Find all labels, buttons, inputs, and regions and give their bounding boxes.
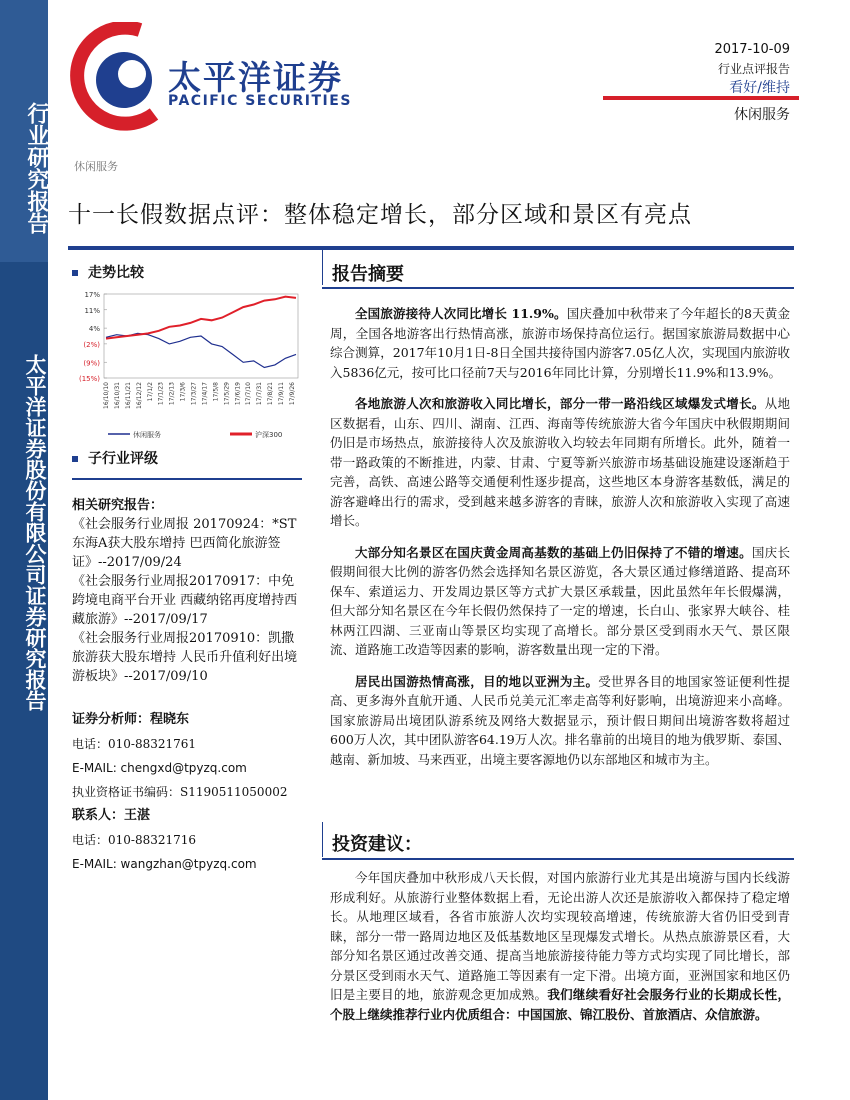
- advice-rule: [322, 858, 794, 860]
- x-tick-label: 17/3/6: [179, 382, 187, 402]
- category-label: 休闲服务: [74, 160, 118, 173]
- contact-phone: 电话：010-88321716: [72, 833, 197, 847]
- advice-divider: [322, 822, 323, 857]
- x-tick-label: 17/5/29: [223, 382, 231, 406]
- x-tick-label: 17/9/26: [289, 382, 296, 406]
- report-date: 2017-10-09: [714, 42, 790, 57]
- analyst-name: 证券分析师：程晓东: [72, 712, 190, 727]
- summary-p3-bold: 大部分知名景区在国庆黄金周高基数的基础上仍旧保持了不错的增速。: [355, 544, 752, 560]
- square-bullet-icon: [72, 456, 78, 462]
- summary-p2-text: 从地区数据看，山东、四川、湖南、江西、海南等传统旅游大省今年国庆中秋假期期间仍旧是市场热点，旅游接待人次及旅游收入均较去年同期有所增长。此外，随着一带一路政策的不断推进，内蒙、甘肃、宁夏等新兴旅游市场基础设施建设逐渐趋于完善，高铁、高速公路等交通便利性逐步提高，这些地区本身游客基数低，满足的游客避峰出行的需求，受到越来越多游客的青睐，旅游人次和旅游收入实现了高速增长。: [330, 396, 790, 528]
- x-tick-label: 17/2/13: [168, 382, 176, 406]
- advice-heading: 投资建议：: [332, 834, 422, 855]
- sub-rating-heading-text: 子行业评级: [88, 451, 158, 467]
- x-tick-label: 16/10/31: [113, 382, 121, 409]
- x-tick-label: 17/3/27: [190, 382, 198, 406]
- x-tick-label: 16/10/10: [103, 382, 110, 409]
- summary-body: [330, 304, 790, 781]
- summary-p1-text: 国庆叠加中秋带来了今年超长的8天黄金周，全国各地游客出行热情高涨，旅游市场保持高位运行。据国家旅游局数据中心综合测算，2017年10月1日-8日全国共接待国内游客7.05亿人次，实现国内旅游收入5836亿元，按可比口径前7天与2016年同比计算，分别增长11.9%和13.9%。: [330, 306, 790, 380]
- contact-name: 联系人：王湛: [72, 808, 151, 823]
- sub-rating-heading: [72, 448, 158, 468]
- summary-divider: [322, 250, 323, 285]
- legend-label: 休闲服务: [133, 431, 161, 439]
- summary-p4-text: 受世界各目的地国家签证便利性提高、更多海外直航开通、人民币兑美元汇率走高等利好影响，出境游迎来小高峰。国家旅游局出境团队游系统及网络大数据显示，预计假日期间出境游客数将超过600万人次，其中团队游客64.19万人次。排名靠前的出境目的地为俄罗斯、泰国、越南、新加坡、马来西亚，出境主要客源地仍以东部地区和城市为主。: [330, 673, 790, 767]
- square-bullet-icon: [72, 270, 78, 276]
- summary-p4-bold: 居民出国游热情高涨，目的地以亚洲为主。: [355, 673, 599, 689]
- page-title: 十一长假数据点评：整体稳定增长，部分区域和景区有亮点: [68, 202, 692, 228]
- summary-paragraph-1: [330, 304, 790, 382]
- summary-rule: [322, 287, 794, 289]
- analyst-email[interactable]: E-MAIL: chengxd@tpyzq.com: [72, 761, 247, 775]
- company-name-en: PACIFIC SECURITIES: [168, 93, 352, 109]
- rating-label: 看好/维持: [729, 80, 790, 96]
- industry-label: 休闲服务: [734, 107, 790, 123]
- related-reports: [72, 496, 302, 686]
- x-tick-label: 17/4/17: [201, 382, 209, 406]
- x-tick-label: 16/11/21: [124, 382, 132, 409]
- summary-paragraph-2: [330, 394, 790, 531]
- y-tick-label: (9%): [83, 359, 100, 368]
- advice-bold: 我们继续看好社会服务行业的长期成长性，个股上继续推荐行业内优质组合：中国国旅、锦江股份、首旅酒店、众信旅游。: [330, 987, 790, 1022]
- summary-heading: 报告摘要: [332, 264, 404, 285]
- title-rule: [68, 246, 794, 250]
- summary-p2-bold: 各地旅游人次和旅游收入同比增长，部分一带一路沿线区域爆发式增长。: [355, 396, 765, 411]
- y-tick-label: (2%): [83, 340, 100, 349]
- x-tick-label: 17/7/10: [245, 382, 253, 406]
- related-heading: 相关研究报告：: [72, 498, 164, 513]
- header-red-rule: [603, 96, 799, 100]
- analyst-block: [72, 708, 302, 876]
- summary-paragraph-4: [330, 672, 790, 770]
- company-logo-icon: [70, 22, 166, 132]
- x-tick-label: 17/6/19: [234, 382, 242, 406]
- summary-p1-bold: 全国旅游接待人次同比增长 11.9%。: [355, 306, 567, 321]
- related-report-3[interactable]: 《社会服务行业周报20170910：凯撒旅游获大股东增持 人民币升值利好出境游板块》--2017/09/10: [72, 631, 298, 684]
- contact-email[interactable]: E-MAIL: wangzhan@tpyzq.com: [72, 857, 257, 871]
- x-tick-label: 17/9/11: [278, 382, 286, 406]
- left-rule: [72, 478, 302, 480]
- y-tick-label: 17%: [84, 291, 100, 299]
- company-name-cn: 太平洋证券: [168, 58, 343, 97]
- report-type: 行业点评报告: [717, 62, 790, 76]
- series-line-1: [106, 333, 296, 367]
- analyst-phone: 电话：010-88321761: [72, 737, 197, 751]
- sidebar-bottom-text: 太平洋证券股份有限公司证券研究报告: [23, 353, 48, 711]
- related-report-1[interactable]: 《社会服务行业周报 20170924：*ST东海A获大股东增持 巴西简化旅游签证》--2017/09/24: [72, 517, 297, 570]
- trend-heading: [72, 262, 144, 282]
- x-tick-label: 17/7/31: [256, 382, 264, 406]
- advice-paragraph: [330, 868, 790, 1024]
- y-tick-label: (15%): [78, 375, 100, 383]
- summary-paragraph-3: [330, 543, 790, 660]
- advice-body: [330, 868, 790, 1036]
- sidebar-top-text: 行业研究报告: [24, 102, 50, 234]
- trend-heading-text: 走势比较: [88, 265, 144, 281]
- x-tick-label: 17/8/21: [267, 382, 275, 406]
- x-tick-label: 17/1/2: [146, 382, 154, 402]
- y-tick-label: 11%: [84, 306, 100, 315]
- legend-label: 沪深300: [255, 431, 283, 439]
- x-tick-label: 16/12/12: [135, 382, 143, 409]
- series-line-2: [106, 297, 296, 339]
- trend-chart: [70, 286, 306, 446]
- advice-text: 今年国庆叠加中秋形成八天长假，对国内旅游行业尤其是出境游与国内长线游形成利好。从旅游行业整体数据上看，无论出游人次还是旅游收入都保持了稳定增长。从地理区域看，各省市旅游人次均实现较高增速，传统旅游大省仍旧受到青睐，部分一带一路周边地区及低基数地区呈现爆发式增长。从热点旅游景区看，大部分知名景区通过改善交通、提高当地旅游接待能力等方式均实现了同比增长，部分景区受到雨水天气、道路施工等因素有一定下滑。出境方面，亚洲国家和地区仍旧是主要目的地，旅游观念更加成熟。: [330, 870, 790, 1002]
- summary-p3-text: 国庆长假期间很大比例的游客仍然会选择知名景区游览，各大景区通过修缮道路、提高环保车、索道运力、开发周边景区等方式扩大景区承载量，因此虽然年年长假爆满，但大部分知名景区在今年长假仍然保持了一定的增速，长白山、张家界大峡谷、桂林两江四湖、三亚南山等景区均实现了高增长。部分景区受到雨水天气、景区限流、道路施工改造等因素的影响，游客数量出现一定的下滑。: [330, 544, 790, 657]
- x-tick-label: 17/5/8: [212, 382, 220, 402]
- x-tick-label: 17/1/23: [157, 382, 165, 406]
- related-report-2[interactable]: 《社会服务行业周报20170917：中免跨境电商平台开业 西藏纳铭再度增持西藏旅游》--2017/09/17: [72, 574, 298, 627]
- analyst-cert: 执业资格证书编码：S1190511050002: [72, 785, 288, 799]
- y-tick-label: 4%: [88, 325, 100, 334]
